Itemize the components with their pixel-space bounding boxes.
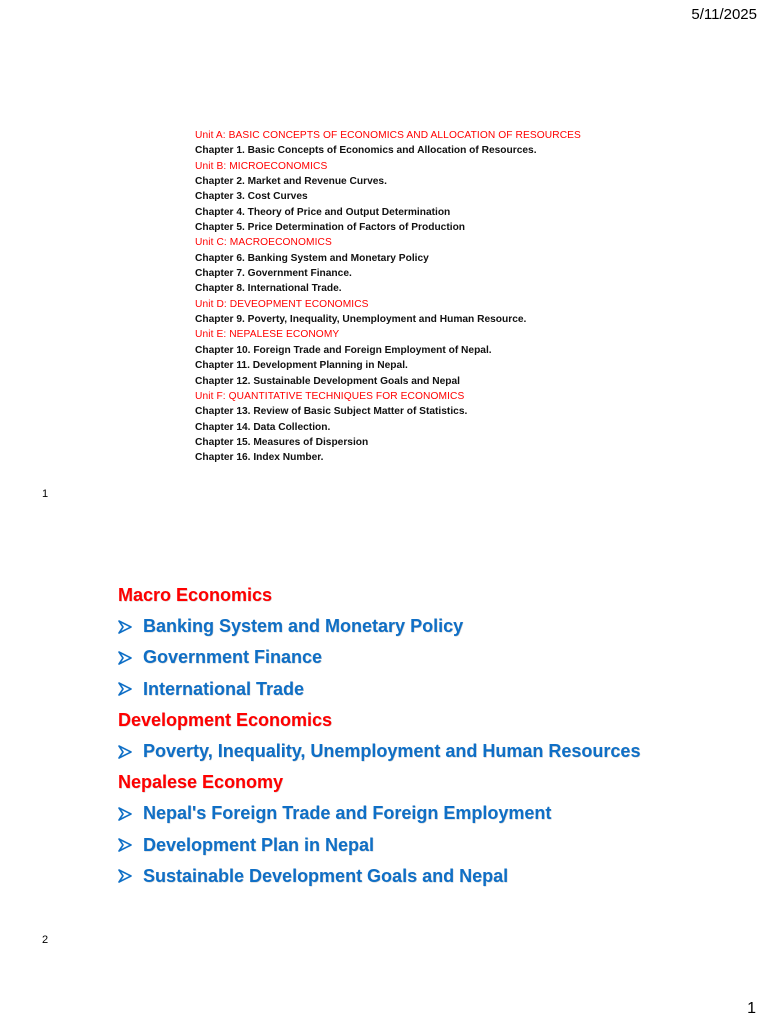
page-number: 1 [747, 1000, 756, 1017]
arrowhead-bullet-icon [118, 838, 143, 852]
section-heading: Macro Economics [118, 585, 273, 605]
bullet-item [118, 642, 758, 673]
slide-2-outline [118, 580, 758, 892]
bullet-item-text: Nepal's Foreign Trade and Foreign Employment [143, 803, 552, 824]
chapter-entry: Chapter 5. Price Determination of Factors of Production [195, 222, 466, 234]
bullet-item-text: Development Plan in Nepal [143, 834, 375, 855]
chapter-entry: Chapter 15. Measures of Dispersion [195, 436, 369, 448]
arrowhead-bullet-icon [118, 807, 143, 821]
arrowhead-bullet-icon [118, 620, 143, 634]
bullet-item [118, 798, 758, 829]
unit-heading: Unit E: NEPALESE ECONOMY [195, 329, 340, 341]
chapter-entry: Chapter 10. Foreign Trade and Foreign Employment of Nepal. [195, 344, 492, 356]
bullet-item-text: Banking System and Monetary Policy [143, 616, 464, 637]
chapter-entry: Chapter 1. Basic Concepts of Economics and Allocation of Resources. [195, 145, 537, 157]
bullet-item-text: Sustainable Development Goals and Nepal [143, 865, 509, 886]
unit-heading: Unit D: DEVEOPMENT ECONOMICS [195, 298, 369, 310]
section-heading: Development Economics [118, 709, 333, 730]
chapter-entry: Chapter 8. International Trade. [195, 283, 342, 295]
chapter-entry: Chapter 9. Poverty, Inequality, Unemployment and Human Resource. [195, 314, 527, 326]
unit-heading: Unit F: QUANTITATIVE TECHNIQUES FOR ECONOMICS [195, 390, 465, 402]
chapter-entry: Chapter 13. Review of Basic Subject Matter of Statistics. [195, 406, 468, 418]
bullet-item [118, 611, 758, 642]
chapter-entry: Chapter 16. Index Number. [195, 452, 324, 464]
bullet-item-text: International Trade [143, 678, 305, 699]
unit-heading: Unit A: BASIC CONCEPTS OF ECONOMICS AND ALLOCATION OF RESOURCES [195, 130, 581, 141]
chapter-entry: Chapter 12. Sustainable Development Goals and Nepal [195, 375, 460, 387]
chapter-entry: Chapter 7. Government Finance. [195, 268, 352, 280]
chapter-entry: Chapter 4. Theory of Price and Output Determination [195, 206, 451, 218]
bullet-item [118, 736, 758, 767]
arrowhead-bullet-icon [118, 651, 143, 665]
chapter-entry: Chapter 2. Market and Revenue Curves. [195, 176, 387, 188]
chapter-entry: Chapter 6. Banking System and Monetary Policy [195, 252, 429, 264]
bullet-item [118, 674, 758, 705]
slide-number-1: 1 [42, 488, 49, 500]
arrowhead-bullet-icon [118, 745, 143, 759]
bullet-item-text: Poverty, Inequality, Unemployment and Human Resources [143, 741, 641, 762]
bullet-item [118, 861, 758, 892]
slide-1-table-of-contents [195, 128, 635, 466]
bullet-item [118, 830, 758, 861]
arrowhead-bullet-icon [118, 869, 143, 883]
arrowhead-bullet-icon [118, 682, 143, 696]
slide-number-2: 2 [42, 934, 49, 946]
unit-heading: Unit C: MACROECONOMICS [195, 237, 332, 249]
section-heading: Nepalese Economy [118, 772, 284, 793]
chapter-entry: Chapter 3. Cost Curves [195, 191, 308, 203]
chapter-entry: Chapter 11. Development Planning in Nepal. [195, 360, 408, 372]
chapter-entry: Chapter 14. Data Collection. [195, 421, 331, 433]
unit-heading: Unit B: MICROECONOMICS [195, 160, 328, 172]
print-date: 5/11/2025 [691, 6, 757, 23]
bullet-item-text: Government Finance [143, 647, 323, 668]
